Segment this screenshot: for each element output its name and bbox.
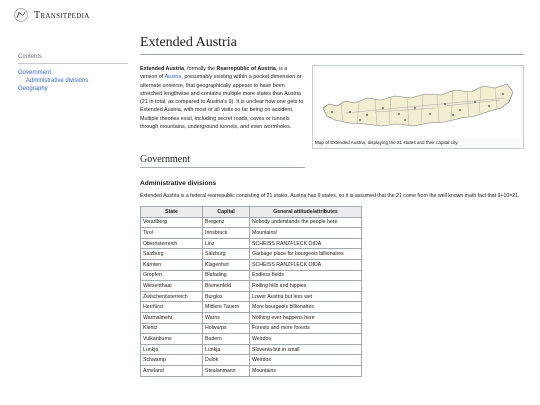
capital-cell: Mittlere Tauern	[203, 302, 250, 313]
state-cell: Salzburg	[141, 249, 203, 260]
attribute-cell: Nobody understands the people here	[250, 217, 362, 228]
attribute-cell: Mountains	[250, 365, 362, 376]
capital-cell: Lunkja	[203, 344, 250, 355]
table-row	[141, 344, 362, 355]
site-name[interactable]: Transitpedia	[34, 9, 90, 21]
state-cell: Tirol	[141, 228, 203, 239]
capital-cell: Linz	[203, 238, 250, 249]
attribute-cell: Mountains!	[250, 228, 362, 239]
subsection-heading-administrative-divisions: Administrative divisions	[140, 180, 217, 187]
column-header-capital: Capital	[203, 207, 250, 218]
state-cell: Zwischenösterreich	[141, 291, 203, 302]
capital-cell: Blumenfeld	[203, 281, 250, 292]
state-cell: Schwamp	[141, 355, 203, 366]
article-content	[140, 35, 524, 377]
table-row	[141, 291, 362, 302]
capital-cell: Blafading	[203, 270, 250, 281]
attribute-cell: Slovenia but in small	[250, 344, 362, 355]
table-row	[141, 312, 362, 323]
attribute-cell: Forests and more forests	[250, 323, 362, 334]
attribute-cell: Weirdos	[250, 334, 362, 345]
map-figure	[312, 65, 524, 149]
attribute-cell: Nothing ever happens here	[250, 312, 362, 323]
attribute-cell: SCHEISS RANZFLECK OIDA	[250, 238, 362, 249]
table-row	[141, 249, 362, 260]
toc-item-government[interactable]: Government	[18, 70, 52, 76]
site-header	[14, 8, 90, 22]
state-cell: Vorarlberg	[141, 217, 203, 228]
capital-cell: Dulok	[203, 355, 250, 366]
table-row	[141, 302, 362, 313]
lead-paragraph	[140, 65, 305, 149]
state-cell: Arneland	[141, 365, 203, 376]
capital-cell: Innsbruck	[203, 228, 250, 239]
states-table	[140, 206, 362, 377]
state-cell: Gropfen	[141, 270, 203, 281]
column-header-state: State	[141, 207, 203, 218]
capital-cell: Bregenz	[203, 217, 250, 228]
attribute-cell: SCHEISS RANZFLECK OIDA	[250, 259, 362, 270]
extended-austria-map-image[interactable]	[315, 68, 521, 138]
capital-cell: Warns	[203, 312, 250, 323]
table-row	[141, 238, 362, 249]
austria-link[interactable]: Austria	[164, 74, 182, 81]
toc-title: Contents	[18, 54, 128, 64]
state-cell: Klentz	[141, 323, 203, 334]
figure-caption: Map of Extended Austria, displaying the 21 states and their capital city.	[315, 140, 459, 145]
page-title: Extended Austria	[140, 35, 524, 55]
state-cell: Lunkja	[141, 344, 203, 355]
attribute-cell: Garbage place for bourgeois billionaires	[250, 249, 362, 260]
lead-text-2: , is a version of	[140, 66, 288, 81]
table-row	[141, 323, 362, 334]
admin-divisions-paragraph: Extended Austria is a federal rearrepublic consisting of 21 states. Austria has 9 states, so it is assumed that the 21 come from the well known math fact that 9+10=21.	[140, 193, 520, 199]
table-row	[141, 217, 362, 228]
attribute-cell: Rolling hills and hippies	[250, 281, 362, 292]
capital-cell: Stealanmann	[203, 365, 250, 376]
table-header-row	[141, 207, 362, 218]
attribute-cell: Weirdos	[250, 355, 362, 366]
attribute-cell: Lower Austria but less wet	[250, 291, 362, 302]
attribute-cell: More bourgeois billionaires	[250, 302, 362, 313]
toc-item-geography[interactable]: Geography	[18, 86, 48, 92]
lead-text-3: , presumably existing within a pocket dimension or alternate universe, that geographically appears to have been stretched lengthwise and contains multiple more states than Austria (21 in total, as compared to Austria's 9). It is unclear how one gets to Extended Austria, with most or all visits so far being on accident. Multiple theories exist, including secret roads, caves or tunnels through mountains, underground tunnels, and even wormholes.	[140, 74, 304, 131]
state-cell: Herrfürst	[141, 302, 203, 313]
section-heading-government: Government	[140, 154, 305, 168]
state-cell: Vulkanburns	[141, 334, 203, 345]
table-row	[141, 334, 362, 345]
state-cell: Warmalmehr	[141, 312, 203, 323]
capital-cell: Burglos	[203, 291, 250, 302]
transitpedia-logo-icon[interactable]	[14, 8, 28, 22]
table-row	[141, 281, 362, 292]
table-row	[141, 365, 362, 376]
state-cell: Wiesenthaal	[141, 281, 203, 292]
lead-bold-formal-name: Rearrepublic of Austria	[216, 66, 276, 72]
table-row	[141, 270, 362, 281]
column-header-attributes: General attitude/attributes	[250, 207, 362, 218]
state-cell: Kärnten	[141, 259, 203, 270]
toc-item-administrative-divisions[interactable]: Administrative divisions	[26, 78, 89, 84]
table-row	[141, 355, 362, 366]
capital-cell: Budern	[203, 334, 250, 345]
capital-cell: Salzburg	[203, 249, 250, 260]
capital-cell: Holwurps	[203, 323, 250, 334]
table-of-contents	[18, 54, 128, 93]
state-cell: Oberösterreich	[141, 238, 203, 249]
table-row	[141, 228, 362, 239]
lead-bold-name: Extended Austria	[140, 66, 185, 72]
lead-text-1: , formally the	[184, 66, 217, 72]
capital-cell: Klagenfurt	[203, 259, 250, 270]
table-row	[141, 259, 362, 270]
attribute-cell: Endless fields	[250, 270, 362, 281]
